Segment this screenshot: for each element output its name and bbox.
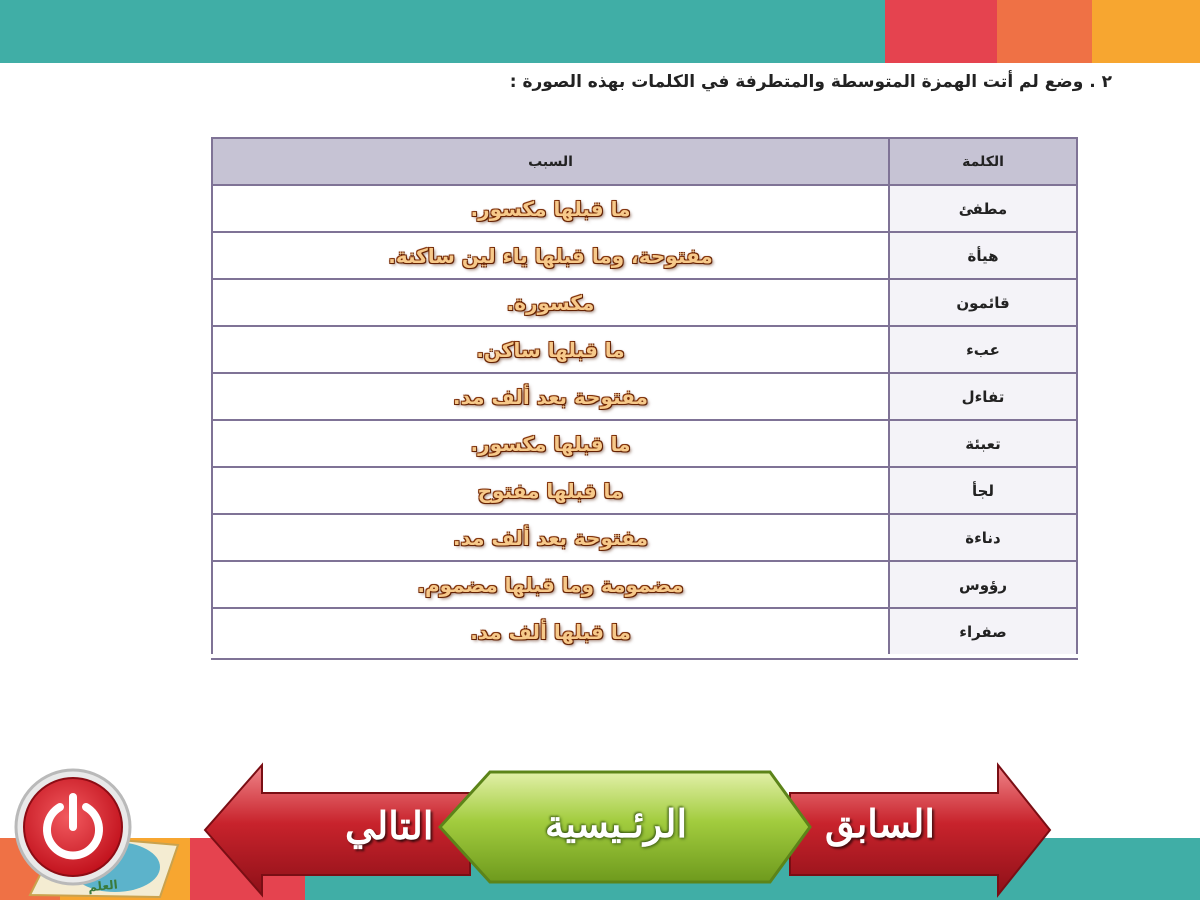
question-text: ٢ . وضع لم أتت الهمزة المتوسطة والمتطرفة في الكلمات بهذه الصورة : [509,72,1112,92]
row-reason: مكسورة. [213,280,888,325]
row-word: رؤوس [888,562,1076,607]
row-word: قائمون [888,280,1076,325]
row-reason: ما قبلها مفتوح [213,468,888,513]
top-bar-teal [0,0,885,63]
logo-text: العلم [87,877,119,895]
row-word: عبء [888,327,1076,372]
table-row [213,609,1076,654]
header-word: الكلمة [888,139,1076,184]
table-row [213,374,1076,421]
home-label[interactable]: الرئـيسية [545,801,688,846]
row-word: تعبئة [888,421,1076,466]
row-reason: ما قبلها ساكن. [213,327,888,372]
top-color-bar [0,0,1200,63]
table-row [213,280,1076,327]
row-word: دناءة [888,515,1076,560]
table-bottom-border [211,656,1078,660]
table-row [213,327,1076,374]
row-word: صفراء [888,609,1076,654]
row-reason: ما قبلها مكسور. [213,421,888,466]
row-reason: ما قبلها مكسور. [213,186,888,231]
top-bar-red [885,0,997,63]
previous-label[interactable]: السابق [825,801,935,846]
hamza-table [211,137,1078,654]
top-bar-orange [997,0,1092,63]
table-row [213,186,1076,233]
table-row [213,233,1076,280]
top-bar-yellow [1092,0,1200,63]
table-row [213,421,1076,468]
row-word: لجأ [888,468,1076,513]
table-row [213,468,1076,515]
row-word: تفاءل [888,374,1076,419]
row-word: مطفئ [888,186,1076,231]
power-button[interactable] [16,770,130,884]
row-reason: مفتوحة بعد ألف مد. [213,374,888,419]
next-label[interactable]: التالي [345,803,434,848]
row-reason: مفتوحة بعد ألف مد. [213,515,888,560]
navigation-bar [0,755,1200,900]
row-word: هيأة [888,233,1076,278]
row-reason: مضمومة وما قبلها مضموم. [213,562,888,607]
header-reason: السبب [213,139,888,184]
table-header-row [213,139,1076,186]
table-row [213,562,1076,609]
table-row [213,515,1076,562]
row-reason: ما قبلها ألف مد. [213,609,888,654]
row-reason: مفتوحة، وما قبلها ياء لين ساكنة. [213,233,888,278]
